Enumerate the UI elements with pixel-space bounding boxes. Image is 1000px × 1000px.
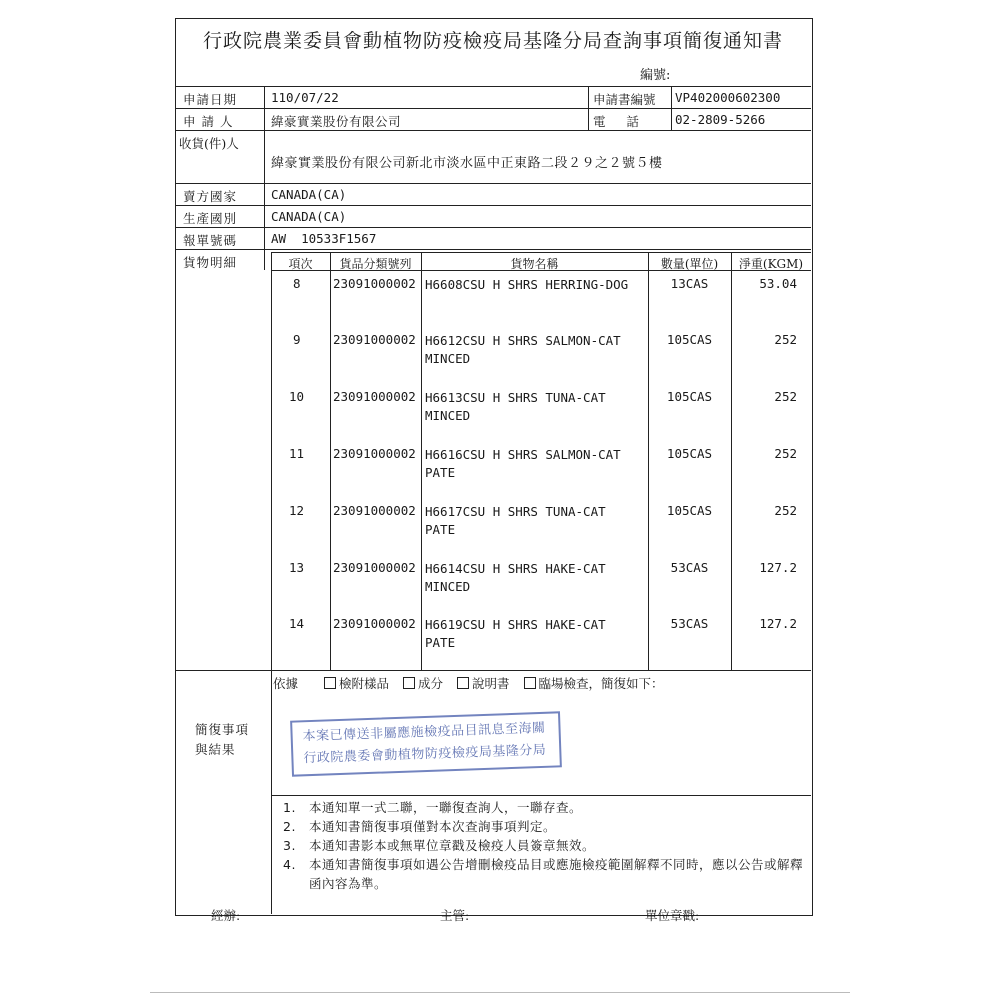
checkbox-manual-label: 說明書 (472, 676, 510, 691)
list-item (283, 855, 808, 893)
row-name: H6616CSU H SHRS SALMON-CAT PATE (425, 447, 621, 480)
row-divider (175, 86, 811, 87)
row-code: 23091000002 (333, 276, 416, 291)
stamp-line: 行政院農委會動植物防疫檢疫局基隆分局 (303, 742, 547, 767)
col-header-name: 貨物名稱 (510, 257, 559, 271)
table-col-line (648, 252, 649, 670)
checkbox-box[interactable] (403, 677, 415, 689)
stamp-line: 本案已傳送非屬應施檢疫品目訊息至海關 (302, 720, 546, 745)
row-name: H6613CSU H SHRS TUNA-CAT MINCED (425, 390, 606, 423)
list-item (283, 836, 808, 855)
row-code: 23091000002 (333, 616, 416, 631)
note-number: 4. (283, 857, 296, 872)
note-text: 本通知書簡復事項如遇公告增刪檢疫品目或應施檢疫範圍解釋不同時，應以公告或解釋函內容為準。 (309, 857, 804, 891)
applicant-label: 申 請 人 (183, 114, 234, 129)
row-qty: 105CAS (666, 389, 713, 404)
handler-signature-label: 經辦: (211, 908, 241, 923)
row-qty: 105CAS (666, 503, 713, 518)
row-weight: 252 (774, 503, 797, 518)
declaration-value: AW 10533F1567 (271, 231, 377, 246)
row-weight: 252 (774, 389, 797, 404)
notes-divider (271, 795, 811, 796)
row-name: H6619CSU H SHRS HAKE-CAT PATE (425, 617, 606, 650)
row-name: H6614CSU H SHRS HAKE-CAT MINCED (425, 561, 606, 594)
row-no: 14 (289, 616, 305, 631)
row-code: 23091000002 (333, 332, 416, 347)
col-header-qty: 數量(單位) (660, 257, 719, 271)
checkbox-box[interactable] (524, 677, 536, 689)
consignee-value: 緯豪實業股份有限公司新北市淡水區中正東路二段２９之２號５樓 (271, 156, 663, 171)
apply-date-label: 申請日期 (183, 92, 238, 107)
official-stamp (290, 711, 562, 776)
origin-value: CANADA(CA) (271, 209, 347, 224)
table-col-line (731, 252, 732, 670)
list-item (283, 798, 808, 817)
row-code: 23091000002 (333, 560, 416, 575)
document-title: 行政院農業委員會動植物防疫檢疫局基隆分局查詢事項簡復通知書 (202, 30, 783, 52)
note-text: 本通知單一式二聯，一聯復查詢人，一聯存查。 (309, 800, 583, 815)
note-text: 本通知書簡復事項僅對本次查詢事項判定。 (309, 819, 557, 834)
note-number: 2. (283, 819, 296, 834)
reply-label: 簡復事項 與結果 (195, 722, 250, 757)
declaration-label: 報單號碼 (183, 233, 238, 248)
goods-label: 貨物明細 (183, 255, 238, 270)
document-page (175, 18, 813, 974)
note-number: 3. (283, 838, 296, 853)
col-header-code: 貨品分類號列 (339, 257, 412, 271)
row-divider (175, 227, 811, 228)
col-header-no: 項次 (288, 257, 313, 271)
checkbox-box[interactable] (324, 677, 336, 689)
row-qty: 105CAS (666, 446, 713, 461)
col-divider (588, 86, 589, 130)
checkbox-box[interactable] (457, 677, 469, 689)
basis-row (273, 674, 674, 692)
note-number: 1. (283, 800, 296, 815)
row-code: 23091000002 (333, 389, 416, 404)
checkbox-manual[interactable] (457, 674, 510, 692)
seller-country-value: CANADA(CA) (271, 187, 347, 202)
row-weight: 127.2 (759, 616, 797, 631)
table-top-line (271, 252, 811, 253)
row-no: 9 (293, 332, 301, 347)
scan-edge-line (150, 992, 850, 993)
row-weight: 53.04 (759, 276, 797, 291)
col-divider (264, 86, 265, 270)
seller-country-label: 賣方國家 (183, 189, 238, 204)
basis-label: 依據 (273, 676, 299, 691)
unit-seal-label: 單位章戳: (645, 908, 700, 923)
row-no: 11 (289, 446, 305, 461)
row-qty: 53CAS (670, 560, 709, 575)
origin-label: 生產國別 (183, 211, 238, 226)
phone-label: 電 話 (593, 114, 640, 129)
row-weight: 252 (774, 446, 797, 461)
row-name: H6617CSU H SHRS TUNA-CAT PATE (425, 504, 606, 537)
row-qty: 53CAS (670, 616, 709, 631)
checkbox-ingredient-label: 成分 (418, 676, 444, 691)
notes-list (283, 798, 808, 893)
row-weight: 127.2 (759, 560, 797, 575)
app-no-value: VP402000602300 (675, 90, 781, 105)
checkbox-ingredient[interactable] (403, 674, 443, 692)
checkbox-sample-label: 檢附樣品 (339, 676, 390, 691)
row-name: H6612CSU H SHRS SALMON-CAT MINCED (425, 333, 621, 366)
reply-col-line (271, 670, 272, 914)
consignee-label: 收貨(件)人 (179, 136, 239, 151)
app-no-label: 申請書編號 (593, 92, 656, 107)
row-divider (175, 249, 811, 250)
row-no: 10 (289, 389, 305, 404)
row-weight: 252 (774, 332, 797, 347)
list-item (283, 817, 808, 836)
col-divider (671, 86, 672, 130)
row-qty: 13CAS (670, 276, 709, 291)
table-col-line (330, 252, 331, 670)
row-no: 8 (293, 276, 301, 291)
checkbox-sample[interactable] (324, 674, 389, 692)
row-no: 13 (289, 560, 305, 575)
apply-date-value: 110/07/22 (271, 90, 339, 105)
phone-value: 02-2809-5266 (675, 112, 766, 127)
row-divider (175, 183, 811, 184)
table-col-line (421, 252, 422, 670)
checkbox-inspection[interactable] (524, 674, 664, 692)
row-name: H6608CSU H SHRS HERRING-DOG (425, 277, 629, 292)
col-header-weight: 淨重(KGM) (738, 257, 804, 271)
row-no: 12 (289, 503, 305, 518)
row-divider (175, 130, 811, 131)
applicant-value: 緯豪實業股份有限公司 (271, 114, 402, 129)
row-code: 23091000002 (333, 503, 416, 518)
row-qty: 105CAS (666, 332, 713, 347)
row-code: 23091000002 (333, 446, 416, 461)
table-col-line (271, 252, 272, 670)
note-text: 本通知書影本或無單位章戳及檢疫人員簽章無效。 (309, 838, 596, 853)
supervisor-signature-label: 主管: (440, 908, 470, 923)
row-divider (175, 108, 811, 109)
serial-label: 編號: (640, 68, 671, 83)
row-divider (175, 205, 811, 206)
checkbox-inspection-label: 臨場檢查，簡復如下： (538, 676, 664, 691)
